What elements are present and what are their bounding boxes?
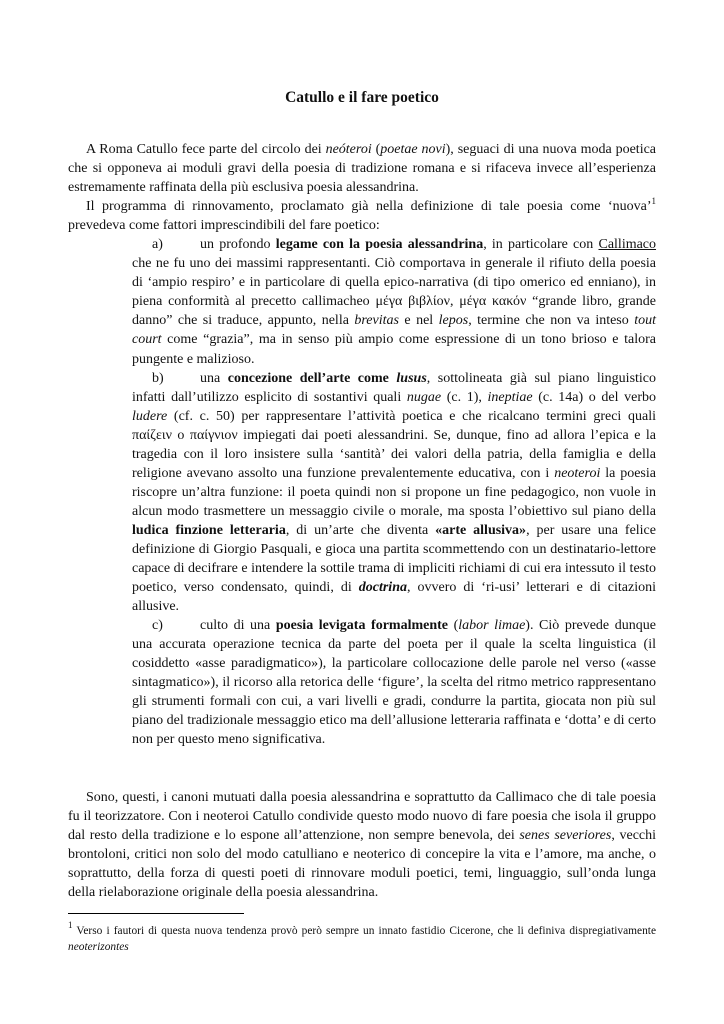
italic-term: lepos: [438, 313, 469, 329]
footnote: [68, 920, 656, 955]
term-neoteroi: neóteroi: [325, 142, 372, 157]
text-run: , di un’arte che diventa: [285, 522, 436, 538]
term-poetae-novi: poetae novi: [380, 142, 446, 157]
footnote-number: 1: [68, 920, 73, 930]
text-run: Il programma di rinnovamento, proclamato già nella definizione di tale poesia come ‘nuova’: [86, 199, 652, 215]
text-run: , in particolare con: [483, 237, 599, 253]
list-item-a: [132, 235, 656, 368]
greek-term: παίζειν: [132, 427, 172, 443]
footnote-divider: [68, 913, 244, 914]
list-label: b): [152, 370, 164, 386]
text-run: (c. 14a) o del verbo: [532, 389, 657, 405]
text-run: la poesia riscopre un’altra funzione: il poeta quindi non si propone un fine pedagogico, non vuole in alcun modo trasmettere un messaggio civile o morale, ma sposta l’obiettivo sul piano della: [132, 465, 656, 519]
underlined-name: Callimaco: [598, 237, 657, 253]
bold-phrase: ludica finzione letteraria: [132, 522, 286, 538]
paragraph-intro: [68, 140, 656, 197]
list-item-c: [132, 616, 656, 749]
text-run: o: [171, 427, 190, 443]
text-run: (: [371, 142, 381, 157]
list-label: a): [152, 237, 163, 253]
text-run: , termine che non va inteso: [468, 313, 635, 329]
bold-italic-term: doctrina: [358, 580, 407, 596]
bold-phrase: concezione dell’arte come: [227, 370, 397, 386]
list-items: [132, 235, 656, 749]
text-run: come “grazia”, ma in senso più ampio come espressione di un tono brioso e talora pungente e malizioso.: [132, 332, 656, 367]
text-run: un profondo: [200, 237, 276, 253]
text-run: A Roma Catullo fece parte del circolo dei: [86, 142, 326, 157]
bold-phrase: «arte allusiva»: [435, 522, 527, 538]
text-run: “grande libro, grande danno” che si traduce, appunto, nella: [132, 294, 656, 329]
text-run: (: [448, 618, 459, 634]
footnote-reference[interactable]: 1: [651, 196, 656, 207]
italic-term: neoterizontes: [68, 941, 129, 953]
text-run: (c. 1),: [441, 389, 488, 405]
text-run: culto di una: [200, 618, 276, 634]
text-run: Verso i fautori di questa nuova tendenza provò però sempre un innato fastidio Cicerone, che li definiva dispregiativamente: [72, 925, 656, 937]
text-run: prevedeva come fattori imprescindibili del fare poetico:: [68, 218, 380, 234]
text-run: che ne fu uno dei massimi rappresentanti. Ciò comportava in generale il rifiuto della poesia di ‘ampio respiro’ e in particolare di quella epico-narrativa (di tipo omerico ed enniano), in piena conformità al precetto callimacheo: [132, 256, 656, 310]
document-body: [68, 140, 656, 902]
text-run: , ovvero di ‘ri-usi’ letterari e di citazioni allusive.: [132, 580, 656, 615]
text-run: una: [200, 370, 228, 386]
italic-term: ineptiae: [487, 389, 533, 405]
text-run: ), seguaci di una nuova moda poetica che si opponeva ai moduli gravi della poesia di tradizione romana e si rifaceva invece all’esperienza estremamente raffinata della più esclusiva poesia alessandrina.: [68, 142, 657, 196]
greek-term: παίγνιον: [189, 427, 238, 443]
paragraph-program: [68, 197, 656, 235]
greek-quote: μέγα βιβλίον, μέγα κακόν: [375, 294, 527, 310]
list-label: c): [152, 618, 163, 634]
italic-term: senes severiores: [519, 827, 612, 843]
text-run: Sono, questi, i canoni mutuati dalla poesia alessandrina e soprattutto da Callimaco che di tale poesia fu il teorizzatore. Con i neoteroi Catullo condivide questo modo nuovo di fare poesia che isola il gruppo dal resto della tradizione e lo espone all’attenzione, non sempre benevola, dei: [68, 789, 656, 843]
italic-term: brevitas: [354, 313, 399, 329]
italic-term: nugae: [406, 389, 442, 405]
italic-term: labor limae: [458, 618, 526, 634]
text-run: , vecchi brontoloni, critici non solo del modo catulliano e neoterico di concepire la vita e l’amore, ma anche, o soprattutto, della forza di questi poeti di rinnovare moduli poetici, temi, linguaggio, sull’onda lunga della rielaborazione originale della poesia alessandrina.: [68, 827, 657, 900]
bold-phrase: legame con la poesia alessandrina: [275, 237, 484, 253]
italic-term: neoteroi: [554, 465, 601, 481]
text-run: impiegati dai poeti alessandrini. Se, dunque, fino ad allora l’epica e la tragedia con il loro insistere sulla ‘santità’ dei valori della patria, della famiglia e della religione avevano assolto una funzione prevalentemente educativa, con i: [132, 427, 656, 481]
text-run: (cf. c. 50) per rappresentare l’attività poetica e che ricalcano termini greci quali: [167, 408, 656, 424]
italic-term: tout court: [132, 313, 656, 348]
paragraph-conclusion: [68, 788, 656, 902]
bold-phrase: poesia levigata formalmente: [275, 618, 448, 634]
text-run: ). Ciò prevede dunque una accurata operazione tecnica da parte del poeta per il quale la scelta linguistica (il cosiddetto «asse paradigmatico»), la particolare collocazione delle parole nel verso («asse sintagmatico»), il ricorso alla retorica delle ‘figure’, la scelta del ritmo metrico rappresentano gli strumenti formali con cui, a vari livelli e gradi, condurre la partita, giocata non più sul piano del tradizionale messaggio etico ma dell’allusione letteraria raffinata e ‘dotta’ e di certo non per questo meno significativa.: [132, 618, 656, 748]
list-item-b: [132, 369, 656, 617]
italic-term: ludere: [132, 408, 168, 424]
page-title: Catullo e il fare poetico: [285, 89, 439, 106]
bold-italic-term: lusus: [396, 370, 427, 386]
text-run: e nel: [398, 313, 439, 329]
text-run: , sottolineata già sul piano linguistico infatti dall’utilizzo esplicito di sostantivi quali: [132, 370, 657, 405]
text-run: , per usare una felice definizione di Giorgio Pasquali, e gioca una partita scommettendo con un destinatario-lettore capace di decifrare e intendere la sottile trama di impliciti richiami di cui era intessuto il testo poetico, verso condensato, quindi, di: [132, 522, 656, 596]
